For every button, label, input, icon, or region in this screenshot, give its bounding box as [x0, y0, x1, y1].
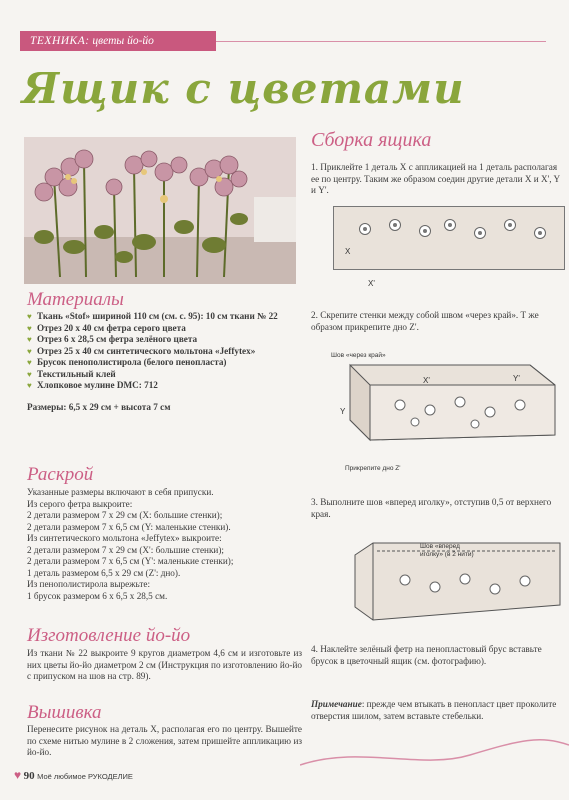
material-item: ♥ Ткань «Stof» шириной 110 см (см. с. 95): 10 см ткани № 22	[27, 311, 297, 323]
embroidery-heading: Вышивка	[27, 702, 102, 723]
diagram3-seam-label: Шов «вперед иголку» (в 2 нити)	[420, 543, 474, 558]
diagram-box-assembly	[330, 350, 565, 470]
diagram2-bottom-label: Прикрепите дно Z'	[345, 465, 401, 472]
diagram2-seam-label: Шов «через край»	[331, 352, 386, 359]
heart-icon: ♥	[14, 768, 22, 782]
decorative-wave	[300, 725, 569, 770]
material-item: ♥ Отрез 6 х 28,5 см фетра зелёного цвета	[27, 334, 297, 346]
yoyo-flower-icon	[474, 227, 486, 239]
cutting-line: Из синтетического мольтона «Jeffytex» выкроите:	[27, 533, 222, 543]
dimensions: Размеры: 6,5 х 29 см + высота 7 см	[27, 401, 171, 412]
material-item: ♥ Отрез 20 х 40 см фетра серого цвета	[27, 323, 297, 335]
diagram1-label-x-prime: X'	[368, 279, 375, 288]
embroidery-text: Перенесите рисунок на деталь X, располагая его по центру. Вышейте по схеме нитью мулине в 2 сложения, затем пришейте аппликацию из йо-йо.	[27, 724, 302, 757]
assembly-heading: Сборка ящика	[311, 129, 432, 151]
cutting-line: 2 детали размером 7 х 6,5 см (Y: маленькие стенки).	[27, 521, 231, 532]
tag-technique: ТЕХНИКА:	[30, 35, 90, 47]
diagram1-label-x: X	[345, 247, 351, 256]
diagram2-label-y-prime: Y'	[513, 374, 520, 383]
yoyo-flower-icon	[359, 223, 371, 235]
assembly-note	[311, 699, 566, 722]
material-item: ♥ Отрез 25 х 40 см синтетического мольтона «Jeffytex»	[27, 346, 297, 358]
page-number: 90	[23, 770, 35, 782]
materials-list-block	[27, 311, 297, 413]
cutting-heading: Раскрой	[27, 464, 94, 485]
yoyo-flower-icon	[419, 225, 431, 237]
yoyo-flower-icon	[534, 227, 546, 239]
yoyo-flower-icon	[389, 219, 401, 231]
yoyo-heading: Изготовление йо-йо	[27, 625, 191, 646]
diagram-glue-panels	[333, 206, 565, 270]
assembly-step-4: 4. Наклейте зелёный фетр на пенопластовый брус вставьте брусок в цветочный ящик (см. фотографию).	[311, 644, 542, 666]
materials-list	[27, 311, 297, 392]
assembly-step-1: 1. Приклейте 1 деталь X с аппликацией на 1 деталь располагая ее по центру. Таким же образом соедин другие детали X и X', Y и Y'.	[311, 162, 560, 195]
cutting-line: 2 детали размером 7 х 29 см (X: большие стенки);	[27, 510, 223, 520]
cutting-line: Указанные размеры включают в себя припуски.	[27, 487, 214, 497]
yoyo-text: Из ткани № 22 выкроите 9 кругов диаметром 4,6 см и изготовьте из них цветы йо-йо диаметром 2 см (Инструкция по изготовлению йо-йо с припуском на шов на стр. 89).	[27, 648, 302, 681]
section-tag	[20, 31, 216, 51]
cutting-line: Из пенополистирола вырежьте:	[27, 579, 151, 589]
cutting-line: 2 детали размером 7 х 29 см (X': большие стенки);	[27, 544, 224, 555]
footer	[14, 768, 133, 783]
diagram2-label-x-prime: X'	[423, 376, 430, 385]
materials-heading: Материалы	[27, 289, 124, 310]
cutting-line: 1 брусок размером 6 х 6,5 х 28,5 см.	[27, 590, 168, 601]
cutting-line: Из серого фетра выкроите:	[27, 498, 133, 509]
flower-box-photo	[24, 137, 296, 284]
assembly-step-2: 2. Скрепите стенки между собой швом «через край». Т же образом прикрепите дно Z'.	[311, 310, 539, 332]
diagram2-label-y: Y	[340, 407, 346, 416]
material-item: ♥ Текстильный клей	[27, 369, 297, 381]
material-item: ♥ Хлопковое мулине DMC: 712	[27, 380, 297, 392]
note-text: : прежде чем втыкать в пенопласт цвет проколите отверстия шилом, затем вставьте стебельки.	[311, 699, 557, 721]
cutting-line: 1 деталь размером 6,5 х 29 см (Z': дно).	[27, 567, 181, 578]
cutting-line: 2 детали размером 7 х 6,5 см (Y': маленькие стенки);	[27, 556, 234, 566]
note-label: Примечание	[311, 699, 362, 709]
header-rule	[216, 41, 546, 42]
tag-topic: цветы йо-йо	[92, 35, 154, 47]
assembly-step-3: 3. Выполните шов «вперед иголку», отступив 0,5 от верхнего края.	[311, 497, 552, 519]
material-item: ♥ Брусок пенополистирола (белого пенопласта)	[27, 357, 297, 369]
yoyo-flower-icon	[444, 219, 456, 231]
page-title: Ящик с цветами	[22, 64, 465, 113]
cutting-text	[27, 487, 302, 602]
magazine-name: Моё любимое РУКОДЕЛИЕ	[37, 772, 133, 781]
yoyo-flower-icon	[504, 219, 516, 231]
